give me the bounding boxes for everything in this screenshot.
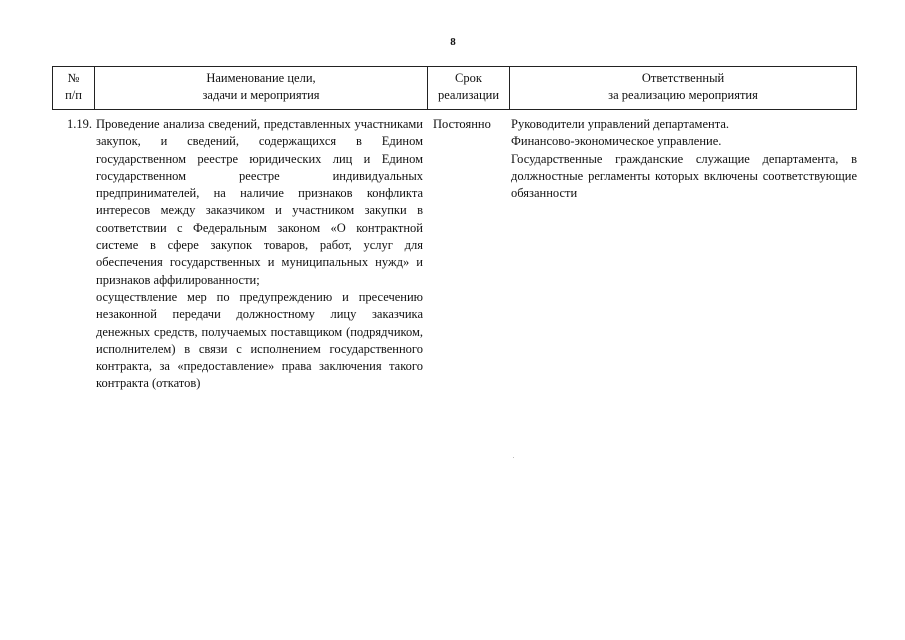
header-cell-responsible [510, 67, 856, 109]
header-number-line-1: № [67, 71, 80, 85]
header-cell-name [95, 67, 428, 109]
table-header [52, 66, 857, 110]
header-name-line-2: задачи и мероприятия [202, 88, 320, 102]
page-number: 8 [450, 36, 456, 48]
responsible-paragraph: Государственные гражданские служащие департамента, в должностные регламенты которых включены соответствующие обязанности [511, 151, 857, 201]
header-name-line-1: Наименование цели, [206, 71, 316, 85]
row-number: 1.19. [67, 117, 92, 131]
header-number-line-2: п/п [65, 88, 82, 102]
description-paragraph: осуществление мер по предупреждению и пресечению незаконной передачи должностному лицу заказчика денежных средств, получаемых поставщиком (подрядчиком, исполнителем) в связи с исполнением государственного контракта, за «предоставление» права заключения такого контракта (откатов) [96, 289, 423, 391]
header-term-line-1: Срок [455, 71, 482, 85]
header-term-line-2: реализации [437, 88, 500, 102]
header-responsible-line-2: за реализацию мероприятия [608, 88, 758, 102]
header-cell-term [428, 67, 510, 109]
responsible-paragraph: Руководители управлений департамента. [511, 117, 729, 131]
scan-speck [513, 457, 514, 458]
description-paragraph: Проведение анализа сведений, представленных участниками закупок, и сведений, содержащихся в Едином государственном реестре юридических лиц и Едином государственном реестре индивидуальных предпринимателей, на наличие признаков конфликта интересов между заказчиком и участником закупки в соответствии с Федеральным законом «О контрактной системе в сфере закупок товаров, работ, услуг для обеспечения государственных и муниципальных нужд» и признаков аффилированности; [96, 117, 423, 287]
header-responsible-line-1: Ответственный [641, 71, 725, 85]
header-cell-number [53, 67, 95, 109]
row-term: Постоянно [433, 117, 491, 131]
row-responsible [511, 116, 857, 202]
responsible-paragraph: Финансово-экономическое управление. [511, 134, 722, 149]
row-description [96, 116, 423, 393]
